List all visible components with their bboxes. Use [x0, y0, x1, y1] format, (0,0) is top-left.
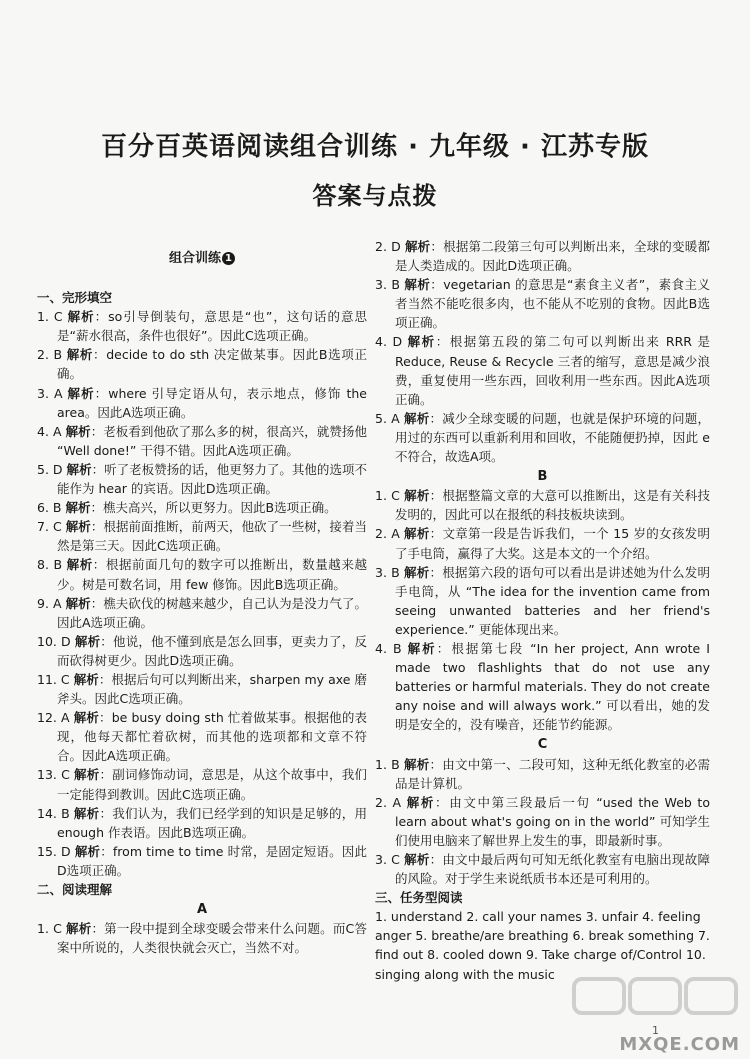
- analysis-text: 文章第一段是告诉我们，一个 15 岁的女孩发明了手电筒，赢得了大奖。这是本文的一个介绍。: [395, 526, 710, 561]
- right-column: [375, 237, 710, 984]
- answer-number: 15. D: [37, 843, 71, 859]
- answer-item: 1. B 解析：由文中第一、二段可知，这种无纸化教室的必需品是计算机。: [375, 756, 710, 791]
- answer-item: 4. B 解析：根据第七段 “In her project, Ann wrote I made two flashlights that do not use any batteries or harmful materials. They do not create any noise and will always work.” 可以看出，她的发明是安全的，没有噪音，还能节约能源。: [375, 640, 710, 733]
- analysis-label: 解析: [406, 794, 436, 810]
- analysis-label: 解析: [404, 277, 431, 293]
- analysis-label: 解析: [66, 921, 92, 937]
- answer-number: 2. A: [375, 526, 400, 542]
- answer-item: 4. D 解析：根据第五段的第二句可以判断出来 RRR 是 Reduce, Reuse & Recycle 三者的缩写，意思是减少浪费，重复使用一些东西，回收利用一些东西。因此A选项正确。: [375, 334, 710, 407]
- analysis-text: 根据整篇文章的大意可以推断出，这是有关科技发明的，因此可以在报纸的科技板块读到。: [395, 488, 710, 523]
- analysis-text: 他说，他不懂到底是怎么回事，更卖力了，反而砍得树更少。因此D选项正确。: [57, 633, 367, 668]
- group-heading: [37, 249, 367, 268]
- answer-item: 2. B 解析：decide to do sth 决定做某事。因此B选项正确。: [37, 347, 367, 382]
- analysis-text: 由文中第三段最后一句 “used the Web to learn about what's going on in the world” 可知学生们使用电脑来了解世界上发生的事，即最新时事。: [395, 794, 710, 848]
- answer-number: 4. A: [37, 423, 62, 439]
- analysis-text: where 引导定语从句，表示地点，修饰 the area。因此A选项正确。: [57, 385, 367, 420]
- analysis-label: 解析: [67, 309, 95, 325]
- subsection-b-heading: B: [537, 469, 548, 485]
- answer-number: 3. A: [37, 385, 63, 401]
- answer-item: 14. B 解析：我们认为，我们已经学到的知识是足够的，用 enough 作表语。因此B选项正确。: [37, 805, 367, 840]
- reading-c-answer-list: [375, 755, 710, 889]
- analysis-label: 解析: [403, 564, 430, 580]
- answer-item: 6. B 解析：樵夫高兴，所以更努力。因此B选项正确。: [37, 500, 337, 516]
- answer-item: 9. A 解析：樵夫砍伐的树越来越少，自己认为是没力气了。因此A选项正确。: [37, 595, 367, 630]
- analysis-label: 解析: [404, 526, 430, 542]
- watermark-text: MXQE.COM: [619, 1034, 740, 1055]
- answer-item: 8. B 解析：根据前面几句的数字可以推断出，数量越来越少。树是可数名词，用 few 修饰。因此B选项正确。: [37, 557, 367, 592]
- answer-item: 2. D 解析：根据第二段第三句可以判断出来，全球的变暖都是人类造成的。因此D选项正确。: [375, 239, 710, 274]
- answer-number: 3. B: [375, 564, 400, 580]
- answer-item: 4. A 解析：老板看到他砍了那么多的树，很高兴，就赞扬他 “Well done!” 干得不错。因此A选项正确。: [37, 423, 367, 458]
- analysis-text: 我们认为，我们已经学到的知识是足够的，用 enough 作表语。因此B选项正确。: [57, 805, 367, 840]
- analysis-label: 解析: [65, 423, 91, 439]
- answer-item: 1. C 解析：so引导倒装句，意思是“也”，这句话的意思是“薪水很高，条件也很好”。因此C选项正确。: [37, 309, 367, 344]
- answer-item: 3. B 解析：vegetarian 的意思是“素食主义者”，素食主义者当然不能吃很多肉，也不能从不吃别的食物。因此B选项正确。: [375, 277, 710, 331]
- analysis-label: 解析: [65, 500, 91, 516]
- analysis-text: vegetarian 的意思是“素食主义者”，素食主义者当然不能吃很多肉，也不能从不吃别的食物。因此B选项正确。: [395, 277, 710, 331]
- analysis-text: 减少全球变暖的问题，也就是保护环境的问题，用过的东西可以重新利用和回收，不能随便扔掉，因此 e 不符合，故选A项。: [395, 410, 710, 465]
- page-title: 百分百英语阅读组合训练 · 九年级 · 江苏专版: [101, 132, 649, 162]
- answer-item: 12. A 解析：be busy doing sth 忙着做某事。根据他的表现，他每天都忙着砍树，而其他的选项都和文章不符合。因此A选项正确。: [37, 710, 367, 764]
- answer-number: 1. C: [37, 921, 62, 937]
- answer-item: 15. D 解析：from time to time 时常，是固定短语。因此D选项正确。: [37, 843, 367, 878]
- analysis-label: 解析: [404, 488, 430, 504]
- analysis-label: 解析: [404, 852, 430, 867]
- answer-item: 13. C 解析：副词修饰动词，意思是，从这个故事中，我们一定能得到教训。因此C选项正确。: [37, 767, 367, 802]
- answer-number: 8. B: [37, 557, 63, 573]
- analysis-text: 樵夫高兴，所以更努力。因此B选项正确。: [103, 500, 337, 516]
- answer-number: 5. D: [37, 461, 63, 477]
- answer-item: 3. A 解析：where 引导定语从句，表示地点，修饰 the area。因此A选项正确。: [37, 385, 367, 420]
- analysis-label: 解析: [74, 843, 101, 859]
- analysis-text: 根据第二段第三句可以判断出来，全球的变暖都是人类造成的。因此D选项正确。: [395, 239, 710, 274]
- analysis-text: 根据第五段的第二句可以判断出来 RRR 是 Reduce, Reuse & Recycle 三者的缩写，意思是减少浪费，重复使用一些东西，回收利用一些东西。因此A选项正确。: [395, 334, 710, 407]
- analysis-label: 解析: [73, 671, 99, 687]
- answer-number: 1. C: [37, 309, 63, 325]
- analysis-text: decide to do sth 决定做某事。因此B选项正确。: [57, 347, 367, 382]
- analysis-label: 解析: [403, 756, 430, 772]
- answer-number: 4. D: [375, 334, 403, 350]
- subsection-a-heading: A: [196, 902, 208, 918]
- analysis-text: 根据后句可以判断出来，sharpen my axe 磨斧头。因此C选项正确。: [57, 671, 367, 707]
- analysis-label: 解析: [407, 640, 437, 656]
- answer-number: 3. B: [375, 277, 400, 293]
- reading-b-answer-list: [375, 486, 710, 734]
- analysis-label: 解析: [66, 461, 92, 477]
- answer-item: 5. A 解析：减少全球变暖的问题，也就是保护环境的问题，用过的东西可以重新利用和回收，不能随便扔掉，因此 e 不符合，故选A项。: [375, 410, 710, 465]
- answer-item: 2. A 解析：由文中第三段最后一句 “used the Web to learn about what's going on in the world” 可知学生们使用电脑来了解世界上发生的事，即最新时事。: [375, 794, 710, 848]
- analysis-label: 解析: [67, 385, 95, 401]
- analysis-label: 解析: [65, 595, 91, 611]
- task-answers: 1. understand 2. call your names 3. unfair 4. feeling anger 5. breathe/are breathing 6. break something 7. find out 8. cooled down 9. Take charge of/Control 10. singing along with the music: [375, 909, 710, 982]
- answer-number: 2. A: [375, 794, 402, 810]
- analysis-text: 听了老板赞扬的话，他更努力了。其他的选项不能作为 hear 的宾语。因此D选项正确。: [57, 461, 367, 497]
- watermark-logo: [570, 975, 742, 1033]
- answer-number: 11. C: [37, 671, 70, 687]
- answer-number: 14. B: [37, 805, 70, 821]
- analysis-label: 解析: [66, 347, 94, 363]
- analysis-text: 由文中最后两句可知无纸化教室有电脑出现故障的风险。对于学生来说纸质书本还是可利用的。: [395, 852, 710, 887]
- analysis-label: 解析: [65, 519, 91, 535]
- answer-item: 7. C 解析：根据前面推断，前两天，他砍了一些树，接着当然是第三天。因此C选项正确。: [37, 519, 367, 554]
- analysis-text: 副词修饰动词，意思是，从这个故事中，我们一定能得到教训。因此C选项正确。: [57, 767, 367, 802]
- answer-item: 2. A 解析：文章第一段是告诉我们，一个 15 岁的女孩发明了手电筒，赢得了大奖。这是本文的一个介绍。: [375, 526, 710, 561]
- answer-item: 1. C 解析：第一段中提到全球变暖会带来什么问题。而C答案中所说的，人类很快就会灭亡，当然不对。: [37, 921, 367, 956]
- answer-number: 2. D: [375, 239, 401, 254]
- analysis-label: 解析: [74, 767, 100, 783]
- answer-number: 2. B: [37, 347, 63, 363]
- analysis-text: 根据前面推断，前两天，他砍了一些树，接着当然是第三天。因此C选项正确。: [57, 519, 367, 554]
- section-task-heading: 三、任务型阅读: [375, 890, 463, 906]
- analysis-text: 第一段中提到全球变暖会带来什么问题。而C答案中所说的，人类很快就会灭亡，当然不对。: [57, 921, 367, 956]
- answer-number: 4. B: [375, 640, 402, 656]
- answer-number: 1. B: [375, 756, 400, 772]
- analysis-label: 解析: [74, 633, 101, 649]
- answer-item: 5. D 解析：听了老板赞扬的话，他更努力了。其他的选项不能作为 hear 的宾语。因此D选项正确。: [37, 461, 367, 497]
- answer-item: 1. C 解析：根据整篇文章的大意可以推断出，这是有关科技发明的，因此可以在报纸的科技板块读到。: [375, 488, 710, 523]
- left-column: [37, 237, 367, 957]
- reading-a-answer-list-cont: [375, 237, 710, 466]
- analysis-text: from time to time 时常，是固定短语。因此D选项正确。: [57, 843, 367, 878]
- answer-number: 10. D: [37, 633, 71, 649]
- analysis-text: 由文中第一、二段可知，这种无纸化教室的必需品是计算机。: [395, 756, 710, 791]
- analysis-text: 樵夫砍伐的树越来越少，自己认为是没力气了。因此A选项正确。: [57, 595, 367, 630]
- analysis-text: 老板看到他砍了那么多的树，很高兴，就赞扬他 “Well done!” 干得不错。因此A选项正确。: [57, 423, 367, 458]
- analysis-text: 根据第六段的语句可以看出是讲述她为什么发明手电筒，从 “The idea for the invention came from seeing unwanted batteries and her friend's experience.” 更能体现出来。: [395, 564, 710, 637]
- answer-number: 9. A: [37, 595, 62, 611]
- page-subtitle: 答案与点拨: [312, 182, 438, 210]
- answer-number: 7. C: [37, 519, 62, 535]
- analysis-label: 解析: [403, 410, 430, 426]
- group-title: 组合训练: [168, 251, 221, 266]
- page-number: 1: [652, 1024, 659, 1037]
- analysis-text: 根据第七段 “In her project, Ann wrote I made two flashlights that do not use any batteries or harmful materials. They do not create any noise and will always work.” 可以看出，她的发明是安全的，没有噪音，还能节约能源。: [395, 640, 710, 733]
- analysis-label: 解析: [404, 239, 431, 254]
- analysis-text: be busy doing sth 忙着做某事。根据他的表现，他每天都忙着砍树，而其他的选项都和文章不符合。因此A选项正确。: [57, 710, 367, 764]
- analysis-label: 解析: [73, 710, 100, 726]
- answer-number: 3. C: [375, 852, 400, 867]
- analysis-label: 解析: [66, 557, 93, 573]
- answer-item: 10. D 解析：他说，他不懂到底是怎么回事，更卖力了，反而砍得树更少。因此D选项正确。: [37, 633, 367, 668]
- answer-item: 3. C 解析：由文中最后两句可知无纸化教室有电脑出现故障的风险。对于学生来说纸质书本还是可利用的。: [375, 852, 710, 887]
- section-reading-heading: 二、阅读理解: [37, 882, 113, 897]
- group-number-badge: 1: [222, 252, 235, 265]
- reading-a-answer-list: [37, 919, 367, 957]
- answer-item: 11. C 解析：根据后句可以判断出来，sharpen my axe 磨斧头。因此C选项正确。: [37, 671, 367, 707]
- analysis-text: so引导倒装句，意思是“也”，这句话的意思是“薪水很高，条件也很好”。因此C选项正确。: [57, 309, 367, 344]
- answer-number: 13. C: [37, 767, 70, 783]
- analysis-label: 解析: [73, 805, 100, 821]
- analysis-text: 根据前面几句的数字可以推断出，数量越来越少。树是可数名词，用 few 修饰。因此B选项正确。: [57, 557, 367, 592]
- section-cloze-heading: 一、完形填空: [37, 290, 113, 306]
- answer-number: 1. C: [375, 488, 400, 504]
- analysis-label: 解析: [407, 334, 436, 350]
- answer-number: 6. B: [37, 500, 62, 516]
- answer-number: 12. A: [37, 710, 70, 726]
- subsection-c-heading: C: [537, 737, 548, 753]
- answer-item: 3. B 解析：根据第六段的语句可以看出是讲述她为什么发明手电筒，从 “The idea for the invention came from seeing unwanted batteries and her friend's experience.” 更能体现出来。: [375, 564, 710, 637]
- cloze-answer-list: [37, 307, 367, 880]
- answer-number: 5. A: [375, 410, 400, 426]
